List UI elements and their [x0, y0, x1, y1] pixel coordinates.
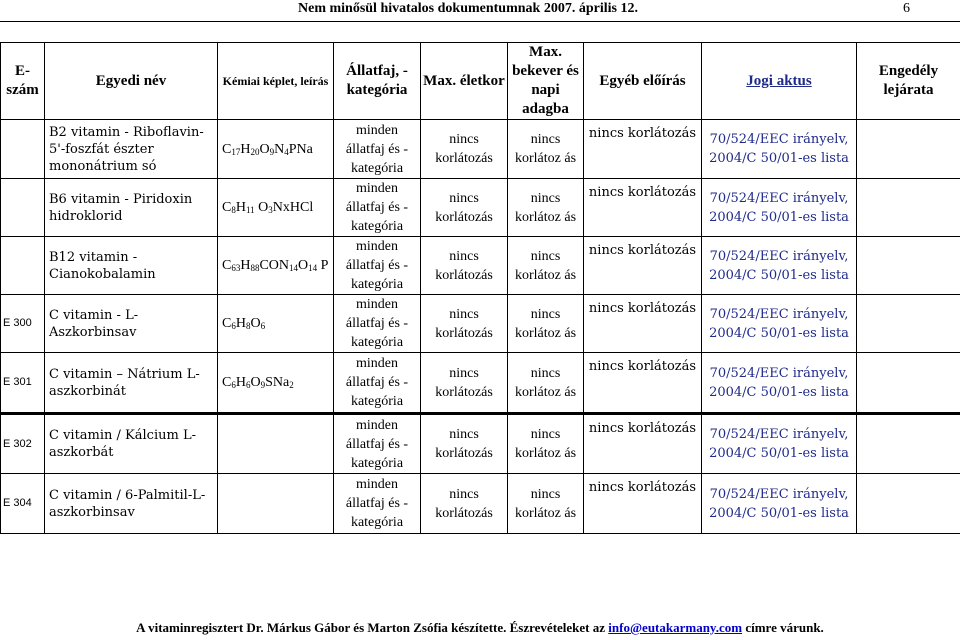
species-cell: minden állatfaj és -kategória — [334, 120, 421, 179]
expiry-cell — [857, 414, 960, 474]
other-requirement-cell: nincs korlátozás — [584, 179, 702, 237]
formula-part: H — [235, 200, 246, 215]
chemical-formula-cell — [218, 353, 334, 414]
chemical-formula-cell — [218, 179, 334, 237]
table-row — [1, 474, 960, 534]
other-requirement-cell: nincs korlátozás — [584, 414, 702, 474]
formula-part: 9 — [269, 146, 275, 157]
max-dose-cell: nincs korlátoz ás — [508, 474, 584, 534]
formula-part: 6 — [260, 321, 266, 331]
formula-part: 6 — [245, 380, 251, 390]
age-limit-cell: nincs korlátozás — [421, 295, 508, 353]
formula-part: C — [222, 258, 232, 273]
vitamin-table — [0, 42, 960, 534]
formula-part: CON — [259, 258, 290, 273]
header-divider — [0, 21, 960, 22]
formula-part: 88 — [250, 263, 260, 273]
legal-act-cell: 70/524/EEC irányelv, 2004/C 50/01-es lista — [702, 353, 857, 414]
page-header — [0, 0, 960, 22]
other-requirement-cell: nincs korlátozás — [584, 237, 702, 295]
formula-part: 63 — [231, 263, 241, 273]
table-row — [1, 237, 960, 295]
formula-part: C — [222, 375, 232, 390]
expiry-cell — [857, 353, 960, 414]
formula-part: C — [222, 200, 232, 215]
other-requirement-cell: nincs korlátozás — [584, 474, 702, 534]
col-header-nev: Egyedi név — [45, 43, 218, 120]
vitamin-name-cell: B2 vitamin - Riboflavin-5'-foszfát észter mononátrium só — [45, 120, 218, 179]
age-limit-cell: nincs korlátozás — [421, 237, 508, 295]
formula-part: 6 — [231, 321, 236, 331]
age-limit-cell: nincs korlátozás — [421, 414, 508, 474]
vitamin-name-cell: B6 vitamin - Piridoxin hidroklorid — [45, 179, 218, 237]
formula-part: 8 — [231, 205, 236, 215]
e-number-cell — [1, 120, 45, 179]
page-footer — [0, 620, 960, 636]
formula-part: 11 — [245, 205, 255, 215]
col-header-eletkor: Max. életkor — [421, 43, 508, 120]
chemical-formula-cell — [218, 414, 334, 474]
expiry-cell — [857, 237, 960, 295]
formula-part: 6 — [231, 380, 236, 390]
formula-part: H — [235, 375, 246, 390]
formula-part: H — [240, 258, 251, 273]
formula-part: 20 — [250, 146, 260, 157]
formula-part: H — [235, 316, 246, 331]
chemical-formula-cell — [218, 474, 334, 534]
species-cell: minden állatfaj és -kategória — [334, 237, 421, 295]
col-header-kemiai: Kémiai képlet, leírás — [218, 43, 334, 120]
formula-part: NxHCl — [272, 200, 314, 215]
vitamin-name-cell: C vitamin / Kálcium L-aszkorbát — [45, 414, 218, 474]
chemical-formula-cell — [218, 295, 334, 353]
col-header-egyeb: Egyéb előírás — [584, 43, 702, 120]
formula-part: 8 — [245, 321, 251, 331]
other-requirement-cell: nincs korlátozás — [584, 353, 702, 414]
table-row — [1, 179, 960, 237]
species-cell: minden állatfaj és -kategória — [334, 353, 421, 414]
formula-part: SNa — [265, 375, 290, 390]
vitamin-name-cell: C vitamin / 6-Palmitil-L-aszkorbinsav — [45, 474, 218, 534]
col-header-engedely: Engedély lejárata — [857, 43, 960, 120]
formula-part: C — [222, 316, 232, 331]
e-number-cell: E 301 — [1, 353, 45, 414]
max-dose-cell: nincs korlátoz ás — [508, 120, 584, 179]
formula-part: H — [240, 141, 251, 157]
expiry-cell — [857, 474, 960, 534]
max-dose-cell: nincs korlátoz ás — [508, 179, 584, 237]
chemical-formula-cell — [218, 237, 334, 295]
max-dose-cell: nincs korlátoz ás — [508, 237, 584, 295]
table-row — [1, 120, 960, 179]
table-row — [1, 295, 960, 353]
age-limit-cell: nincs korlátozás — [421, 474, 508, 534]
e-number-cell: E 300 — [1, 295, 45, 353]
col-header-eszam: E-szám — [1, 43, 45, 120]
table-row — [1, 353, 960, 414]
page-number: 6 — [903, 1, 910, 16]
formula-part: 17 — [231, 146, 241, 157]
vitamin-name-cell: C vitamin – Nátrium L-aszkorbinát — [45, 353, 218, 414]
species-cell: minden állatfaj és -kategória — [334, 474, 421, 534]
age-limit-cell: nincs korlátozás — [421, 179, 508, 237]
footer-text: A vitaminregisztert Dr. Márkus Gábor és Marton Zsófia készítette. Észrevételeket az — [136, 620, 609, 635]
other-requirement-cell: nincs korlátozás — [584, 120, 702, 179]
vitamin-name-cell: B12 vitamin - Cianokobalamin — [45, 237, 218, 295]
formula-part: O — [250, 316, 261, 331]
email-link[interactable]: info@eutakarmany.com — [608, 620, 743, 635]
col-header-allatfaj: Állatfaj, -kategória — [334, 43, 421, 120]
formula-part: 2 — [289, 380, 294, 390]
max-dose-cell: nincs korlátoz ás — [508, 353, 584, 414]
table-header-row — [1, 43, 960, 120]
expiry-cell — [857, 120, 960, 179]
formula-part: 4 — [284, 146, 289, 157]
formula-part: O — [298, 258, 309, 273]
formula-part: C — [222, 141, 232, 157]
e-number-cell — [1, 179, 45, 237]
header-title: Nem minősül hivatalos dokumentumnak 2007. április 12. — [298, 1, 638, 16]
chemical-formula-cell — [218, 120, 334, 179]
other-requirement-cell: nincs korlátozás — [584, 295, 702, 353]
formula-part: 14 — [308, 263, 318, 273]
expiry-cell — [857, 295, 960, 353]
age-limit-cell: nincs korlátozás — [421, 353, 508, 414]
legal-act-cell: 70/524/EEC irányelv, 2004/C 50/01-es lista — [702, 295, 857, 353]
vitamin-name-cell: C vitamin - L-Aszkorbinsav — [45, 295, 218, 353]
max-dose-cell: nincs korlátoz ás — [508, 295, 584, 353]
formula-part: O — [254, 200, 269, 215]
legal-act-cell: 70/524/EEC irányelv, 2004/C 50/01-es lista — [702, 414, 857, 474]
jogi-aktus-link[interactable]: Jogi aktus — [746, 72, 812, 89]
formula-part: 14 — [289, 263, 299, 273]
formula-part: O — [259, 141, 270, 157]
species-cell: minden állatfaj és -kategória — [334, 179, 421, 237]
col-header-adag: Max. bekever és napi adagba — [508, 43, 584, 120]
formula-part: PNa — [288, 141, 313, 157]
legal-act-cell: 70/524/EEC irányelv, 2004/C 50/01-es lista — [702, 120, 857, 179]
e-number-cell — [1, 237, 45, 295]
e-number-cell: E 304 — [1, 474, 45, 534]
expiry-cell — [857, 179, 960, 237]
formula-part: N — [274, 141, 285, 157]
col-header-jogi[interactable] — [702, 43, 857, 120]
formula-part: 3 — [268, 205, 273, 215]
formula-part: O — [250, 375, 261, 390]
legal-act-cell: 70/524/EEC irányelv, 2004/C 50/01-es lista — [702, 237, 857, 295]
footer-text-end: címre várunk. — [742, 620, 824, 635]
species-cell: minden állatfaj és -kategória — [334, 414, 421, 474]
e-number-cell: E 302 — [1, 414, 45, 474]
species-cell: minden állatfaj és -kategória — [334, 295, 421, 353]
table-row — [1, 414, 960, 474]
formula-part: P — [317, 258, 329, 273]
formula-part: 9 — [260, 380, 266, 390]
legal-act-cell: 70/524/EEC irányelv, 2004/C 50/01-es lista — [702, 474, 857, 534]
age-limit-cell: nincs korlátozás — [421, 120, 508, 179]
max-dose-cell: nincs korlátoz ás — [508, 414, 584, 474]
legal-act-cell: 70/524/EEC irányelv, 2004/C 50/01-es lista — [702, 179, 857, 237]
